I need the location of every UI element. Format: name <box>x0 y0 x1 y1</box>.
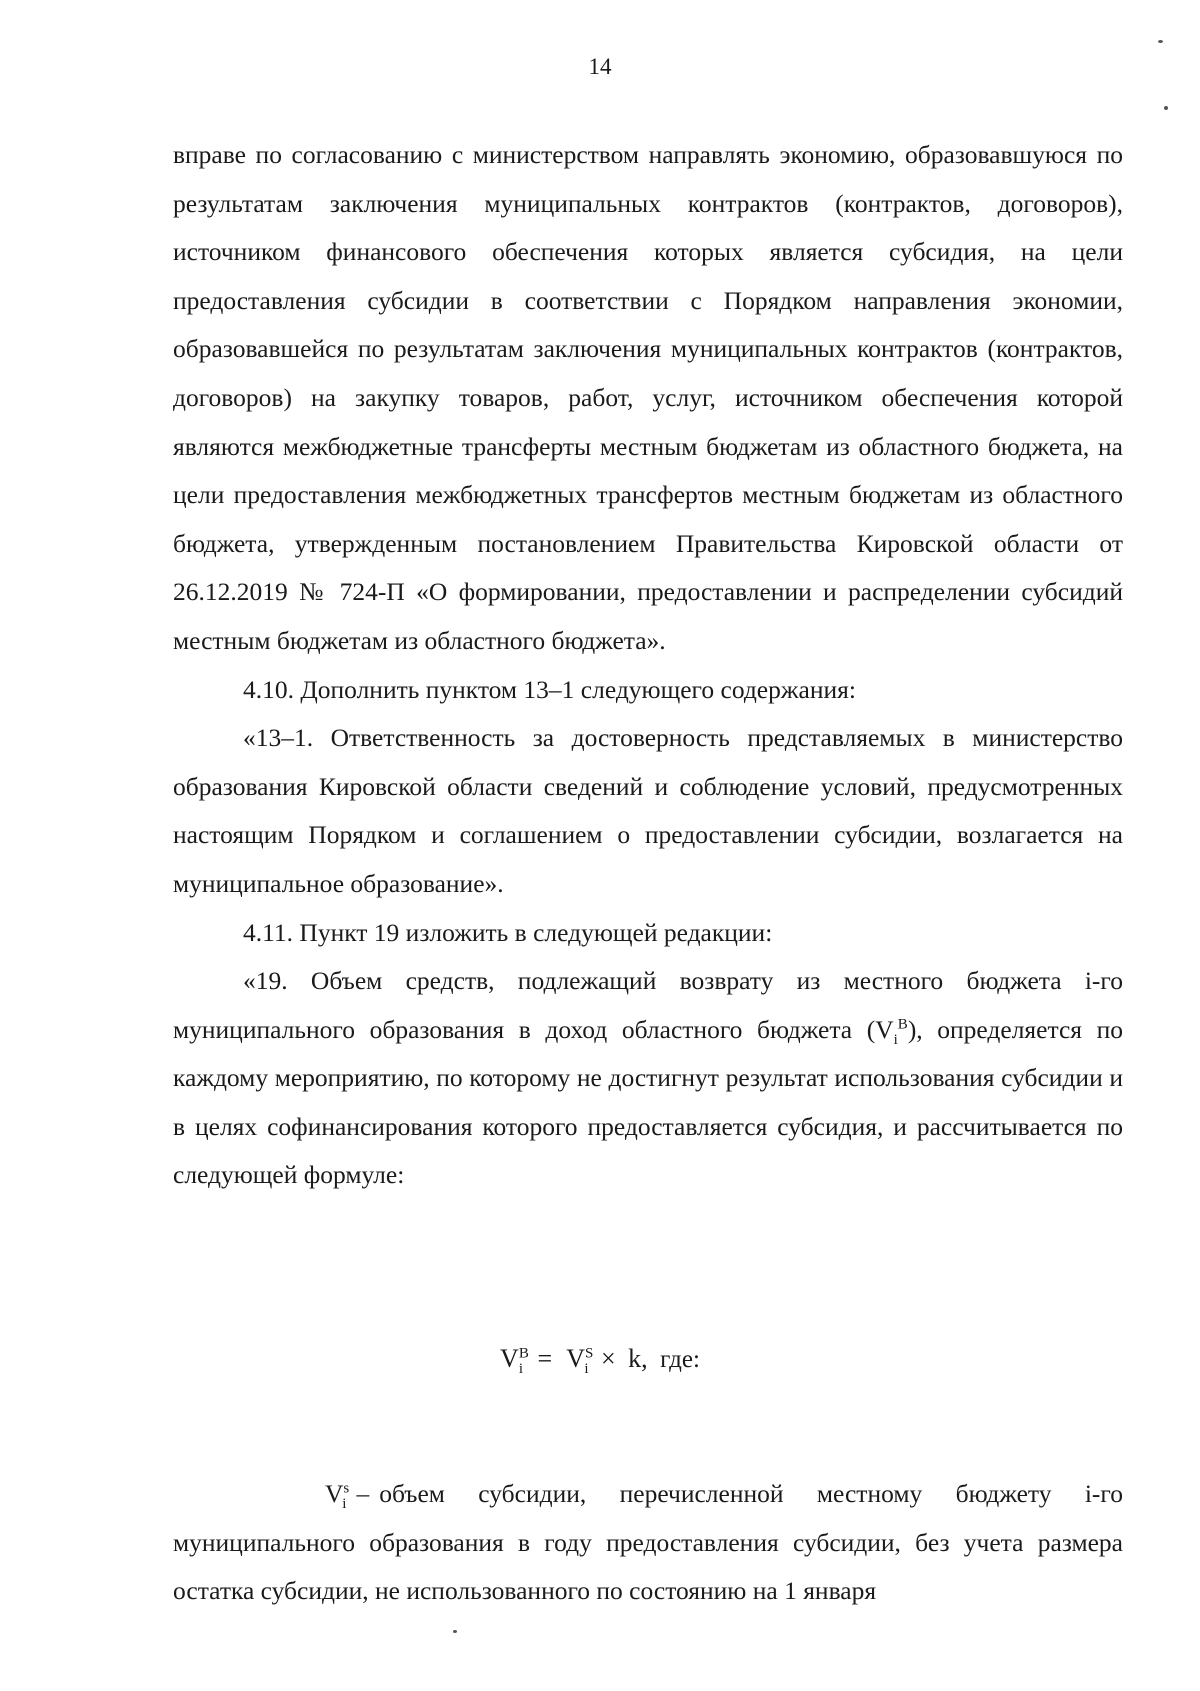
document-body <box>173 131 1123 1200</box>
paragraph-continuation: вправе по согласованию с министерством направлять экономию, образовавшуюся по результатам заключения муниципальных контрактов (контрактов, договоров), источником финансового обеспечения которых является субсидия, на цели предоставления субсидии в соответствии с Порядком направления экономии, образовавшейся по результатам заключения муниципальных контрактов (контрактов, договоров) на закупку товаров, работ, услуг, источником обеспечения которой являются межбюджетные трансферты местным бюджетам из областного бюджета, на цели предоставления межбюджетных трансфертов местным бюджетам из областного бюджета, утвержденным постановлением Правительства Кировской области от 26.12.2019 № 724-П «О формировании, предоставлении и распределении субсидий местным бюджетам из областного бюджета». <box>173 140 1123 655</box>
definition-vs <box>173 1470 1123 1616</box>
p19-text-before: «19. Объем средств, подлежащий возврату из местного бюджета i-го муниципального образования в доход областного бюджета (V <box>173 966 1123 1044</box>
formula-lhs: $V^B_i$ <box>500 1344 529 1378</box>
paragraph-item-19 <box>173 957 1123 1200</box>
definition-text: объем субсидии, перечисленной местному бюджету i-го муниципального образования в году предоставления субсидии, без учета размера остатка субсидии, не использованного по состоянию на 1 января <box>173 1479 1123 1606</box>
p19-superscript: B <box>897 1016 908 1033</box>
formula-rhs: $V^S_i$ <box>566 1344 594 1378</box>
formula-suffix: где: <box>660 1346 700 1373</box>
formula-k: k, <box>628 1344 648 1373</box>
scan-speck <box>1158 40 1163 43</box>
page-number: 14 <box>588 54 612 79</box>
formula-equals: = <box>537 1344 553 1373</box>
p19-subscript: i <box>893 1031 898 1048</box>
definition-dash: – <box>356 1479 370 1508</box>
formula <box>0 1344 1200 1378</box>
p19-text-after: ), определяется по каждому мероприятию, по которому не достигнут результат использования субсидии и в целях софинансирования которого предоставляется субсидия, и рассчитывается по следующей формуле: <box>173 1014 1123 1190</box>
paragraph-item-13-1: «13–1. Ответственность за достоверность представляемых в министерство образования Кировской области сведений и соблюдение условий, предусмотренных настоящим Порядком и соглашением о предоставлении субсидии, возлагается на муниципальное образование». <box>173 723 1123 898</box>
definition-block <box>173 1470 1123 1616</box>
paragraph-item-4-11: 4.11. Пункт 19 изложить в следующей редакции: <box>243 917 773 947</box>
definition-symbol: $V^s_i$ <box>325 1479 350 1513</box>
scan-speck <box>1164 106 1168 110</box>
paragraph-item-4-10: 4.10. Дополнить пунктом 13–1 следующего содержания: <box>243 674 856 704</box>
scan-speck <box>453 1630 457 1633</box>
formula-times: × <box>601 1344 616 1373</box>
